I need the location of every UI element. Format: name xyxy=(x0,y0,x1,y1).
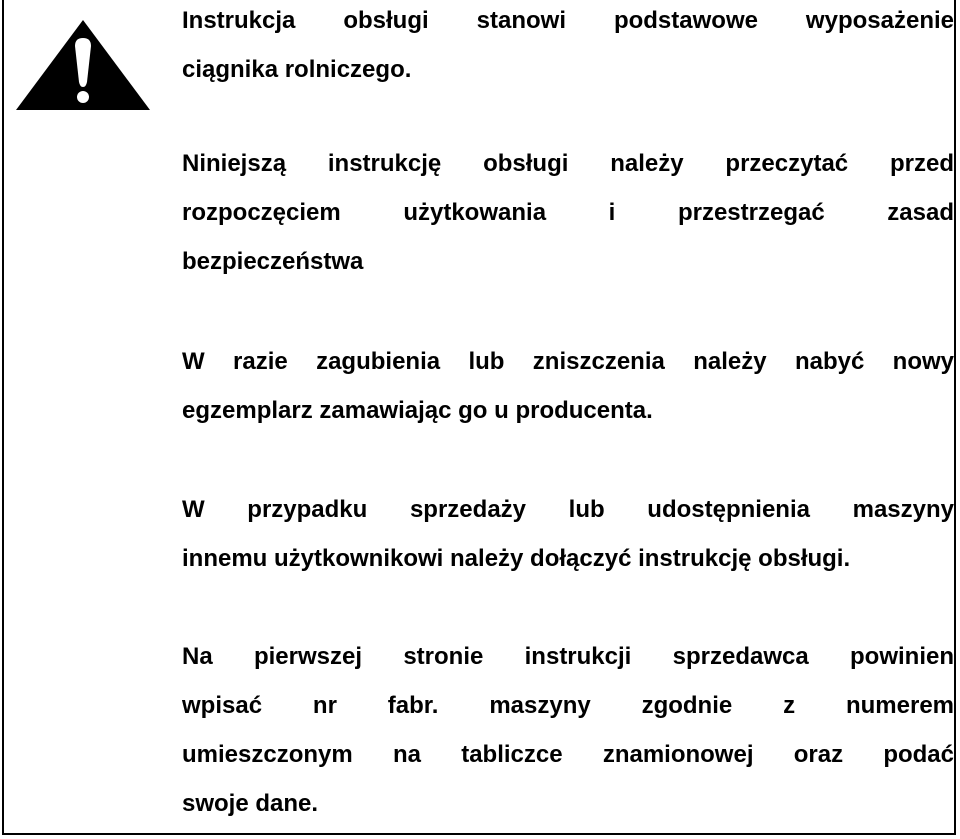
page-frame xyxy=(2,0,956,835)
text-line: Na pierwszej stronie instrukcji sprzedawca powinien xyxy=(182,643,954,670)
text-line: umieszczonym na tabliczce znamionowej oraz podać xyxy=(182,741,954,768)
paragraph-3 xyxy=(182,337,954,435)
paragraph-5 xyxy=(182,632,954,828)
paragraph-4 xyxy=(182,485,954,583)
text-line: W razie zagubienia lub zniszczenia należy nabyć nowy xyxy=(182,348,954,375)
text-line: bezpieczeństwa xyxy=(182,248,364,275)
text-line: egzemplarz zamawiając go u producenta. xyxy=(182,397,653,424)
text-line: Instrukcja obsługi stanowi podstawowe wyposażenie xyxy=(182,7,954,34)
warning-exclamation-icon xyxy=(14,18,152,112)
text-line: ciągnika rolniczego. xyxy=(182,56,412,83)
text-line: swoje dane. xyxy=(182,790,319,817)
paragraph-2 xyxy=(182,139,954,286)
text-line: rozpoczęciem użytkowania i przestrzegać zasad xyxy=(182,199,954,226)
text-line: wpisać nr fabr. maszyny zgodnie z numerem xyxy=(182,692,954,719)
text-line: W przypadku sprzedaży lub udostępnienia maszyny xyxy=(182,496,954,523)
text-line: Niniejszą instrukcję obsługi należy przeczytać przed xyxy=(182,150,954,177)
text-line: innemu użytkownikowi należy dołączyć instrukcję obsługi. xyxy=(182,545,851,572)
paragraph-1 xyxy=(182,0,954,94)
